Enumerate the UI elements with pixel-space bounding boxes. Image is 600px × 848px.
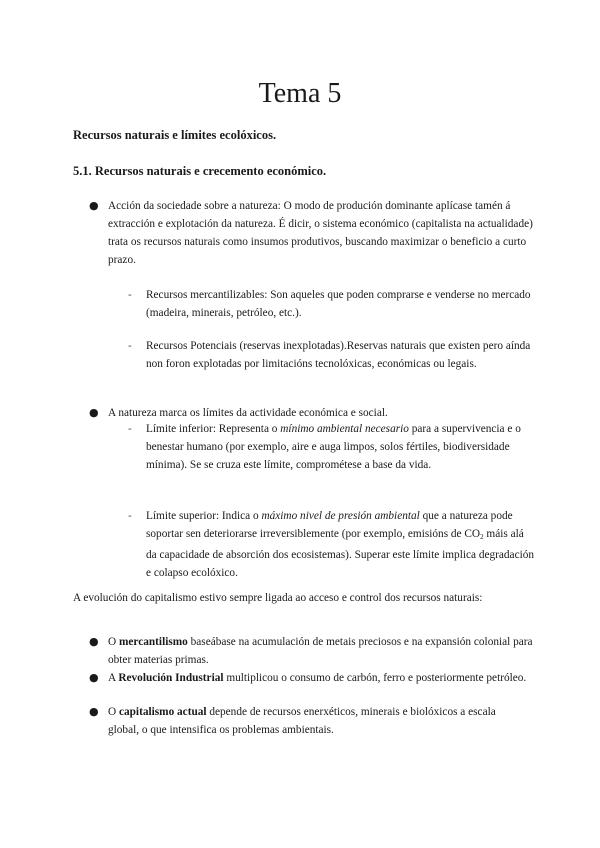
dash-marker: - <box>128 422 132 435</box>
bullet-text: A natureza marca os límites da actividade económica e social. <box>108 407 388 419</box>
bullet-marker: ● <box>89 406 99 419</box>
bullet-marker: ● <box>89 671 99 684</box>
body-paragraph: A evolución do capitalismo estivo sempre ligada ao acceso e control dos recursos naturais: <box>73 592 483 604</box>
bullet-marker: ● <box>89 635 99 648</box>
list-item: A Revolución Industrial multiplicou o consumo de carbón, ferro e posteriormente petróleo. <box>108 672 527 684</box>
page-title: Tema 5 <box>258 78 342 109</box>
sub-item-text: Recursos Potenciais (reservas inexplotadas).Reservas naturais que existen pero aínda non foron explotadas por limitacións tecnolóxicas, económicas ou legais. <box>146 340 531 370</box>
bullet-marker: ● <box>89 705 99 718</box>
bullet-marker: ● <box>89 199 99 212</box>
dash-marker: - <box>128 339 132 352</box>
dash-marker: - <box>128 288 132 301</box>
sub-item-text: Límite inferior: Representa o mínimo ambiental necesario para a supervivencia e o benestar humano (por exemplo, aire e auga limpos, solos fértiles, biodiversidade mínima). Se se cruza este límite, comprométese a base da vida. <box>146 423 521 471</box>
bullet-text: Acción da sociedade sobre a natureza: O modo de produción dominante aplícase tamén á extracción e explotación da natureza. É dicir, o sistema económico (capitalista na actualidade) trata os recursos naturais como insumos produtivos, buscando maximizar o beneficio a curto prazo. <box>108 200 533 266</box>
section-heading: Recursos naturais e límites ecolóxicos. <box>73 128 277 142</box>
list-item: O capitalismo actual depende de recursos enerxéticos, minerais e biolóxicos a escala global, o que intensifica os problemas ambientais. <box>108 706 496 736</box>
list-item: O mercantilismo baseábase na acumulación de metais preciosos e na expansión colonial para obter materias primas. <box>108 636 533 666</box>
subsection-heading: 5.1. Recursos naturais e crecemento económico. <box>73 164 327 178</box>
sub-item-text: Límite superior: Indica o máximo nivel de presión ambiental que a natureza pode soportar sen deteriorarse irreversiblemente (por exemplo, emisións de $CO_2$ máis alá da capacidade de absorción dos ecosistemas). Superar este límite implica degradación e colapso ecolóxico. <box>146 510 535 579</box>
sub-item-text: Recursos mercantilizables: Son aqueles que poden comprarse e venderse no mercado (madeira, minerais, petróleo, etc.). <box>146 289 531 319</box>
dash-marker: - <box>128 509 132 522</box>
